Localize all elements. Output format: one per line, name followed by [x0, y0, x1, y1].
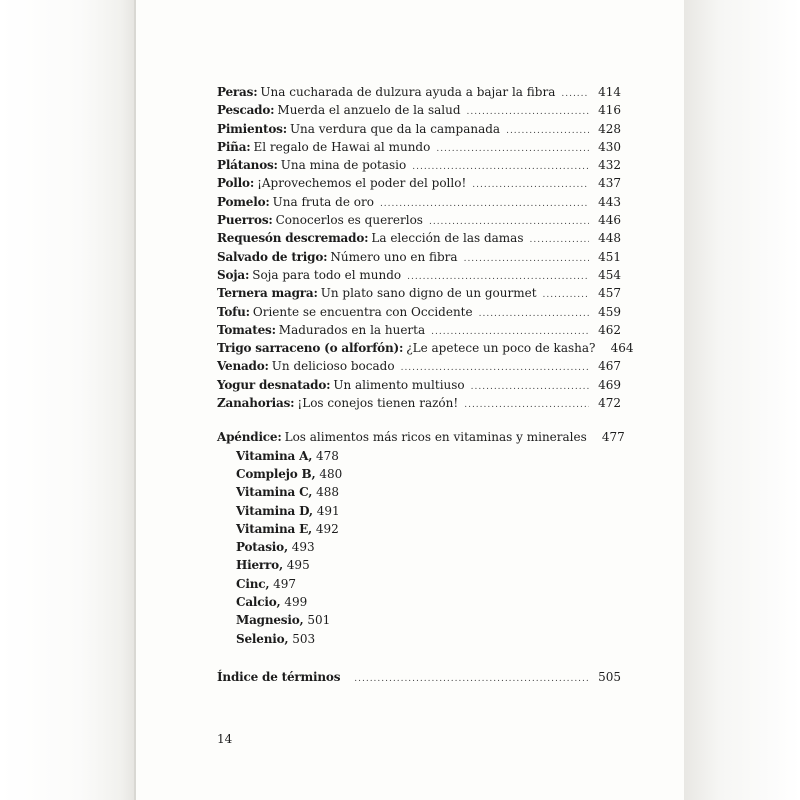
- toc-entry: [217, 101, 621, 119]
- entry-description: ¡Aprovechemos el poder del pollo!: [257, 176, 467, 191]
- entry-description: Un alimento multiuso: [333, 377, 465, 392]
- section-gap: [217, 648, 621, 668]
- appendix-subitem: [217, 447, 621, 465]
- entry-page: 454: [598, 267, 621, 282]
- subitem-page: 503: [292, 631, 316, 646]
- entry-term: Puerros:: [217, 213, 273, 228]
- toc-entry: [217, 376, 621, 394]
- toc-entry: [217, 156, 621, 174]
- entry-description: Madurados en la huerta: [278, 322, 426, 337]
- appendix-subitem: [217, 630, 621, 648]
- entry-description: Conocerlos es quererlos: [275, 213, 423, 228]
- dot-leader: [530, 231, 590, 249]
- subitem-page: 493: [291, 540, 315, 555]
- entry-description: Una mina de potasio: [280, 158, 407, 173]
- entry-term: Requesón descremado:: [217, 231, 369, 246]
- dot-leader: [472, 176, 589, 194]
- dot-leader: [464, 250, 589, 268]
- appendix-description: Los alimentos más ricos en vitaminas y minerales: [284, 430, 587, 445]
- toc-entry: [217, 120, 621, 138]
- appendix-page: 477: [601, 430, 625, 445]
- entry-term: Tomates:: [217, 322, 276, 337]
- dot-leader: [561, 85, 589, 103]
- entry-term: Pomelo:: [217, 194, 270, 209]
- subitem-name: Calcio,: [236, 595, 281, 610]
- entry-term: Trigo sarraceno (o alforfón):: [217, 341, 404, 356]
- entry-page: 437: [598, 176, 621, 191]
- entry-page: 428: [598, 121, 621, 136]
- index-page: 505: [598, 669, 621, 684]
- dot-leader: [436, 140, 589, 158]
- toc-entry: [217, 211, 621, 229]
- entry-description: El regalo de Hawai al mundo: [253, 139, 431, 154]
- entry-description: Número uno en fibra: [330, 249, 458, 264]
- entry-term: Zanahorias:: [217, 396, 295, 411]
- entry-page: 448: [598, 231, 621, 246]
- appendix-subitem: [217, 538, 621, 556]
- toc-entry: [217, 138, 621, 156]
- subitem-name: Vitamina E,: [236, 521, 313, 536]
- entry-term: Pimientos:: [217, 121, 287, 136]
- entry-term: Pescado:: [217, 103, 275, 118]
- entry-term: Venado:: [217, 359, 269, 374]
- entry-page: 451: [598, 249, 621, 264]
- entry-page: 464: [610, 341, 634, 356]
- appendix-subitem: [217, 483, 621, 501]
- entry-page: 432: [598, 158, 621, 173]
- entry-description: Soja para todo el mundo: [252, 267, 402, 282]
- entry-term: Salvado de trigo:: [217, 249, 328, 264]
- appendix-subitem: [217, 502, 621, 520]
- dot-leader: [471, 378, 589, 396]
- subitem-page: 495: [286, 558, 310, 573]
- entry-term: Pollo:: [217, 176, 255, 191]
- entry-page: 430: [598, 139, 621, 154]
- entry-page: 462: [598, 322, 621, 337]
- subitem-name: Vitamina C,: [236, 485, 313, 500]
- entry-page: 459: [598, 304, 621, 319]
- index-entry: [217, 668, 621, 686]
- entry-page: 467: [598, 359, 621, 374]
- appendix-subitem: [217, 575, 621, 593]
- appendix-subitem: [217, 593, 621, 611]
- subitem-page: 480: [319, 466, 343, 481]
- entry-page: 414: [598, 85, 621, 99]
- toc-entry: [217, 303, 621, 321]
- entry-page: 472: [598, 396, 621, 411]
- subitem-name: Potasio,: [236, 540, 288, 555]
- entry-term: Piña:: [217, 139, 251, 154]
- toc-entry: [217, 339, 634, 357]
- toc-entry: [217, 394, 621, 412]
- subitem-page: 499: [284, 595, 308, 610]
- entry-term: Yogur desnatado:: [217, 377, 331, 392]
- section-gap: [217, 412, 621, 428]
- entry-page: 446: [598, 213, 621, 228]
- right-page-edge: [684, 0, 800, 800]
- dot-leader: [479, 305, 589, 323]
- toc-entry: [217, 174, 621, 192]
- entry-page: 416: [598, 103, 621, 118]
- subitem-page: 497: [273, 576, 297, 591]
- subitem-page: 501: [307, 613, 331, 628]
- dot-leader: [354, 670, 589, 688]
- entry-description: Oriente se encuentra con Occidente: [252, 304, 473, 319]
- subitem-name: Hierro,: [236, 558, 283, 573]
- table-of-contents: [217, 83, 634, 686]
- toc-entry: [217, 357, 621, 375]
- entry-page: 457: [598, 286, 621, 301]
- toc-entry: [217, 193, 621, 211]
- entry-term: Ternera magra:: [217, 286, 318, 301]
- subitem-page: 488: [316, 485, 339, 500]
- entry-description: ¡Los conejos tienen razón!: [297, 396, 459, 411]
- entry-term: Tofu:: [217, 304, 250, 319]
- toc-entry: [217, 248, 621, 266]
- index-term: Índice de términos: [217, 669, 341, 684]
- subitem-name: Vitamina A,: [236, 448, 313, 463]
- entry-term: Peras:: [217, 85, 258, 99]
- entry-description: La elección de las damas: [371, 231, 524, 246]
- entry-term: Plátanos:: [217, 158, 278, 173]
- subitem-page: 478: [316, 448, 339, 463]
- appendix-term: Apéndice:: [217, 430, 282, 445]
- appendix-subitem: [217, 611, 621, 629]
- dot-leader: [506, 122, 589, 140]
- subitem-name: Cinc,: [236, 576, 270, 591]
- entry-description: Muerda el anzuelo de la salud: [277, 103, 461, 118]
- subitem-name: Complejo B,: [236, 466, 316, 481]
- entry-page: 443: [598, 194, 621, 209]
- entry-page: 469: [598, 377, 621, 392]
- dot-leader: [543, 286, 589, 304]
- entry-term: Soja:: [217, 267, 250, 282]
- subitem-name: Magnesio,: [236, 613, 304, 628]
- entry-description: Una cucharada de dulzura ayuda a bajar la fibra: [260, 85, 556, 99]
- subitem-name: Selenio,: [236, 631, 289, 646]
- page-number: 14: [217, 732, 233, 746]
- entry-description: Una fruta de oro: [272, 194, 374, 209]
- appendix-subitem: [217, 556, 621, 574]
- entry-description: Un plato sano digno de un gourmet: [320, 286, 537, 301]
- dot-leader: [464, 396, 589, 414]
- entry-description: Un delicioso bocado: [271, 359, 395, 374]
- appendix-subitem: [217, 465, 621, 483]
- left-page-edge: [0, 0, 134, 800]
- entry-description: Una verdura que da la campanada: [289, 121, 501, 136]
- toc-entry: [217, 321, 621, 339]
- subitem-name: Vitamina D,: [236, 503, 313, 518]
- subitem-page: 491: [316, 503, 340, 518]
- entry-description: ¿Le apetece un poco de kasha?: [406, 341, 596, 356]
- appendix-entry: [217, 428, 625, 446]
- toc-entry: [217, 284, 621, 302]
- toc-entry: [217, 229, 621, 247]
- toc-entry: [217, 266, 621, 284]
- toc-entry: [217, 83, 621, 101]
- subitem-page: 492: [315, 521, 339, 536]
- appendix-subitem: [217, 520, 621, 538]
